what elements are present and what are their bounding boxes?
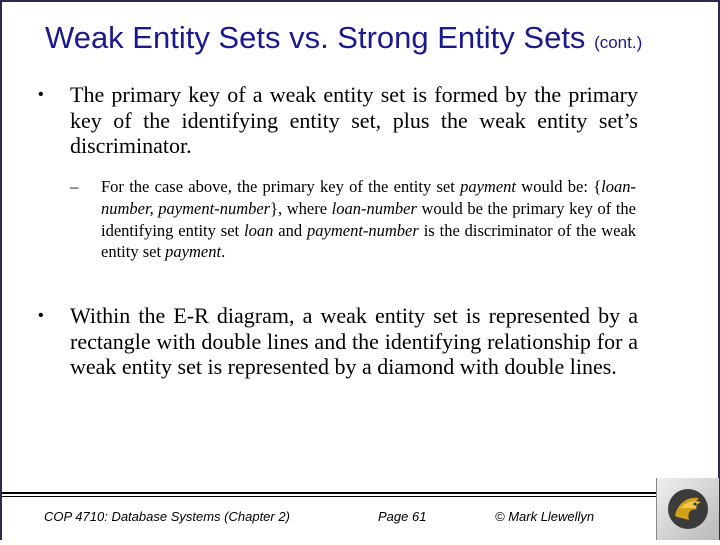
sub-text-4: would be the primary key of the identifying entity set (101, 198, 636, 240)
bullet-text: Within the E-R diagram, a weak entity set is represented by a rectangle with double lines and the identifying relationship for a weak entity set is represented by a diamond with double lines. (70, 303, 638, 379)
sub-italic-payment-2: payment (165, 242, 222, 262)
footer-divider-thin (2, 496, 656, 497)
frame-left-border (0, 0, 2, 540)
footer-page-number: Page 61 (378, 509, 427, 524)
frame-top-border (0, 0, 720, 2)
sub-bullet-marker: – (70, 177, 79, 196)
sub-text-7: . (221, 242, 226, 262)
logo-panel (656, 478, 719, 540)
sub-text-2: would be: { (521, 177, 602, 196)
footer-course: COP 4710: Database Systems (Chapter 2) (44, 509, 290, 524)
sub-italic-loan-number: loan-number (331, 198, 417, 218)
sub-bullet-text (101, 176, 636, 263)
sub-text-3: }, where (270, 198, 328, 218)
bullet-primary-key (38, 82, 638, 159)
bullet-marker: • (38, 307, 44, 324)
bullet-text: The primary key of a weak entity set is formed by the primary key of the identifying entity set, plus the weak entity set’s discriminator. (70, 82, 638, 158)
title-main: Weak Entity Sets vs. Strong Entity Sets (45, 20, 586, 55)
ucf-pegasus-logo-icon (657, 478, 719, 540)
footer-divider-thick (2, 492, 656, 494)
sub-text-6: is the discriminator of the weak entity set (101, 220, 637, 262)
title-suffix: (cont.) (594, 33, 643, 52)
bullet-marker: • (38, 86, 44, 103)
sub-bullet-example (70, 176, 636, 263)
sub-text-1: For the case above, the primary key of the entity set (101, 177, 455, 196)
sub-italic-loan: loan (244, 220, 274, 240)
footer-author: © Mark Llewellyn (495, 509, 595, 524)
slide-title (45, 20, 642, 56)
sub-text-5: and (278, 220, 303, 240)
sub-italic-payment-number: payment-number (307, 220, 419, 240)
bullet-er-diagram (38, 303, 638, 380)
sub-italic-payment: payment (460, 177, 516, 196)
sub-italic-keys: loan-number, payment-number (101, 177, 637, 218)
